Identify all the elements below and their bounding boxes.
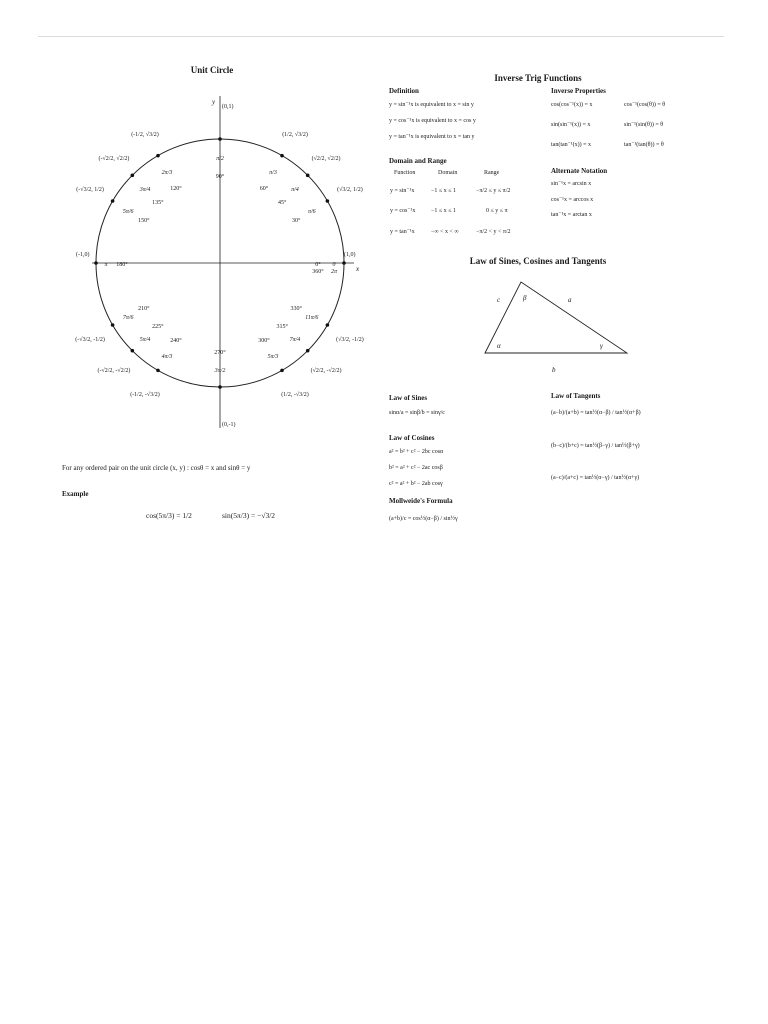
tri-angle-beta: β (523, 294, 527, 302)
circle-point-30 (326, 199, 330, 203)
radian-label-300: 5π/3 (267, 353, 279, 360)
coord-label-150: (-√3/2, 1/2) (76, 187, 104, 193)
property-1a: cos(cos⁻¹(x)) = x (551, 102, 593, 108)
circle-point-45 (306, 174, 310, 178)
dr-row3-func: y = tan⁻¹x (390, 229, 415, 235)
radian-label-120: 2π/3 (161, 170, 173, 177)
point-right: (1,0) (344, 252, 356, 258)
radian-label-315: 7π/4 (289, 336, 301, 343)
law-cosines-label: Law of Cosines (389, 434, 435, 442)
radian-label-45: π/4 (291, 187, 299, 194)
degree-label-90: 90° (215, 174, 225, 180)
x-axis-label: x (356, 265, 360, 273)
property-1b: cos⁻¹(cos(θ)) = θ (624, 102, 666, 108)
degree-label-330: 330° (290, 306, 302, 312)
coord-label-240: (-1/2, -√3/2) (130, 391, 160, 398)
radian-label-90: π/2 (216, 156, 224, 162)
circle-point-330 (326, 323, 330, 327)
definition-3: y = tan⁻¹x is equivalent to x = tan y (389, 134, 475, 140)
circle-point-90 (218, 137, 222, 141)
degree-label-225: 225° (152, 324, 164, 331)
alt-notation-label: Alternate Notation (551, 167, 608, 175)
radian-label-240: 4π/3 (161, 353, 173, 360)
dr-header-domain: Domain (438, 170, 458, 176)
radian-label-180: π (104, 262, 108, 268)
unit-circle-title: Unit Circle (190, 65, 234, 75)
law-tangents-label: Law of Tangents (551, 392, 601, 400)
ordered-pair-note: For any ordered pair on the unit circle (x, y) : cosθ = x and sinθ = y (62, 464, 251, 472)
circle-point-210 (111, 323, 115, 327)
alt-1: sin⁻¹x = arcsin x (551, 181, 592, 187)
law-sines-label: Law of Sines (389, 394, 428, 402)
radian-label-210: 7π/6 (122, 315, 134, 321)
dr-row2-func: y = cos⁻¹x (390, 208, 416, 214)
y-axis-label: y (212, 98, 216, 106)
property-2a: sin(sin⁻¹(x)) = x (551, 122, 591, 128)
domain-range-label: Domain and Range (389, 157, 447, 165)
degree-label-180: 180° (116, 262, 128, 268)
radian-label-0: 0 (332, 262, 336, 268)
circle-point-270 (218, 385, 222, 389)
dr-row3-range: −π/2 < y < π/2 (476, 229, 511, 235)
law-tangents-3: (a−c)/(a+c) = tan½(α−γ) / tan½(α+γ) (551, 475, 640, 481)
circle-point-300 (280, 369, 284, 373)
degree-label-360: 360° (312, 269, 324, 275)
point-bottom: (0,-1) (222, 422, 236, 428)
coord-label-120: (-1/2, √3/2) (131, 132, 159, 139)
definition-label: Definition (389, 87, 419, 95)
dr-row3-domain: −∞ < x < ∞ (431, 229, 459, 235)
inverse-title: Inverse Trig Functions (494, 73, 582, 83)
radian-label-60: π/3 (269, 170, 277, 177)
point-left: (-1,0) (76, 252, 90, 258)
circle-point-60 (280, 154, 284, 158)
laws-title: Law of Sines, Cosines and Tangents (469, 256, 607, 266)
circle-point-120 (156, 154, 160, 158)
degree-label-150: 150° (138, 218, 150, 224)
tri-side-c: c (497, 296, 501, 304)
example-label: Example (62, 490, 89, 498)
property-2b: sin⁻¹(sin(θ)) = θ (624, 122, 664, 128)
coord-label-60: (1/2, √3/2) (282, 132, 308, 139)
example-sin: sin(5π/3) = −√3/2 (222, 511, 276, 520)
degree-label-30: 30° (292, 218, 301, 224)
degree-label-135: 135° (152, 199, 164, 206)
dr-row1-domain: −1 ≤ x ≤ 1 (431, 188, 456, 194)
degree-label-270: 270° (214, 350, 226, 356)
mollweide-formula: (a+b)/c = cos½(α−β) / sin½γ (389, 516, 458, 522)
tri-angle-gamma: γ (600, 342, 603, 350)
circle-point-0 (342, 261, 346, 265)
circle-point-315 (306, 349, 310, 353)
alt-3: tan⁻¹x = arctan x (551, 212, 592, 218)
law-cosines-3: c² = a² + b² − 2ab cosγ (389, 481, 443, 487)
example-cos: cos(5π/3) = 1/2 (146, 511, 192, 520)
point-top: (0,1) (222, 104, 234, 110)
radian-label-30: π/6 (307, 209, 316, 215)
dr-row1-func: y = sin⁻¹x (390, 188, 415, 194)
degree-label-60: 60° (259, 185, 269, 192)
mollweide-label: Mollweide's Formula (389, 497, 453, 505)
coord-label-45: (√2/2, √2/2) (311, 155, 341, 162)
law-cosines-1: a² = b² + c² − 2bc cosα (389, 449, 444, 455)
dr-header-range: Range (484, 170, 500, 176)
degree-label-210: 210° (138, 306, 150, 312)
circle-point-180 (94, 261, 98, 265)
degree-label-315: 315° (276, 324, 288, 331)
degree-label-300: 300° (258, 338, 270, 345)
definition-2: y = cos⁻¹x is equivalent to x = cos y (389, 118, 476, 124)
degree-label-120: 120° (170, 185, 182, 192)
radian-label-270: 3π/2 (214, 368, 226, 374)
tri-side-a: a (568, 296, 572, 304)
coord-label-315: (√2/2, -√2/2) (310, 368, 342, 375)
radian-label-150: 5π/6 (122, 209, 134, 215)
property-3a: tan(tan⁻¹(x)) = x (551, 142, 592, 148)
tri-angle-alpha: α (497, 342, 501, 350)
circle-point-150 (111, 199, 115, 203)
law-cosines-2: b² = a² + c² − 2ac cosβ (389, 465, 443, 471)
law-tangents-1: (a−b)/(a+b) = tan½(α−β) / tan½(α+β) (551, 410, 641, 416)
coord-label-330: (√3/2, -1/2) (336, 337, 364, 343)
dr-header-function: Function (394, 170, 416, 176)
radian-label-330: 11π/6 (305, 315, 319, 321)
coord-label-210: (-√3/2, -1/2) (75, 337, 105, 343)
law-tangents-2: (b−c)/(b+c) = tan½(β−γ) / tan½(β+γ) (551, 443, 640, 449)
degree-label-0: 0° (315, 262, 321, 268)
tri-side-b: b (552, 366, 556, 374)
dr-row2-range: 0 ≤ y ≤ π (486, 208, 508, 214)
radian-label-135: 3π/4 (139, 187, 151, 194)
dr-row1-range: −π/2 ≤ y ≤ π/2 (476, 188, 511, 194)
radian-label-2pi: 2π (330, 269, 338, 275)
circle-point-240 (156, 369, 160, 373)
circle-point-135 (131, 174, 135, 178)
definition-1: y = sin⁻¹x is equivalent to x = sin y (389, 102, 474, 108)
circle-point-225 (131, 349, 135, 353)
coord-label-30: (√3/2, 1/2) (337, 187, 363, 193)
dr-row2-domain: −1 ≤ x ≤ 1 (431, 208, 456, 214)
circle-points (75, 131, 363, 398)
coord-label-135: (-√2/2, √2/2) (98, 155, 130, 162)
properties-label: Inverse Properties (551, 87, 606, 95)
coord-label-225: (-√2/2, -√2/2) (97, 368, 131, 375)
degree-label-240: 240° (170, 338, 182, 345)
coord-label-300: (1/2, -√3/2) (281, 391, 309, 398)
property-3b: tan⁻¹(tan(θ)) = θ (624, 142, 664, 148)
radian-label-225: 5π/4 (139, 336, 151, 343)
degree-label-45: 45° (278, 199, 287, 206)
law-sines: sinα/a = sinβ/b = sinγ/c (389, 410, 445, 416)
triangle (485, 282, 627, 353)
alt-2: cos⁻¹x = arccos x (551, 197, 594, 203)
